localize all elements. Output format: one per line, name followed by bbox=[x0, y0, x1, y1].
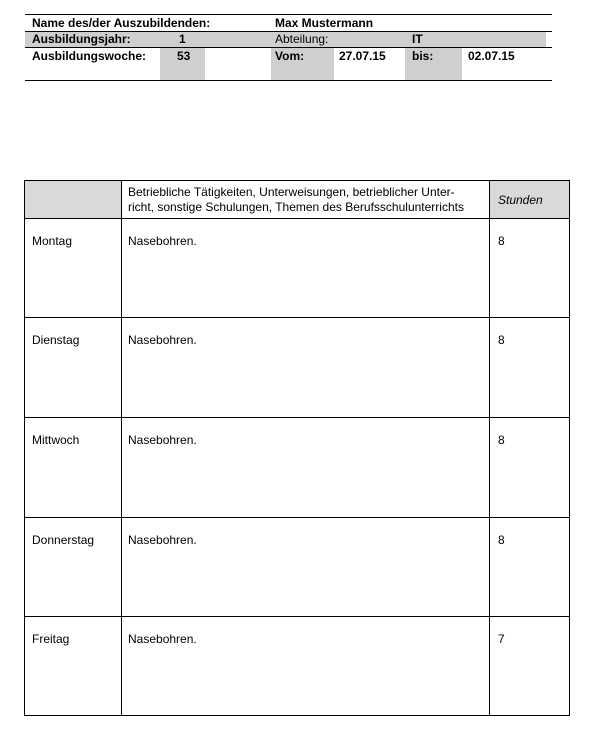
trainee-name-value: Max Mustermann bbox=[275, 16, 374, 30]
activity-text: Nasebohren. bbox=[128, 632, 197, 646]
department-label: Abteilung: bbox=[275, 32, 329, 46]
hours-value: 8 bbox=[498, 433, 505, 447]
training-year-label: Ausbildungsjahr: bbox=[32, 32, 131, 46]
hours-value: 7 bbox=[498, 632, 505, 646]
row-divider-header bbox=[25, 218, 569, 219]
activity-text: Nasebohren. bbox=[128, 234, 197, 248]
from-date-value: 27.07.15 bbox=[339, 49, 386, 63]
department-value: IT bbox=[412, 32, 423, 46]
to-date-label: bis: bbox=[412, 49, 434, 63]
col-divider-2 bbox=[489, 181, 490, 715]
row-divider-4 bbox=[25, 616, 569, 617]
header-bottom-line bbox=[25, 80, 552, 81]
row-divider-1 bbox=[25, 317, 569, 318]
row-divider-2 bbox=[25, 417, 569, 418]
activity-text: Nasebohren. bbox=[128, 433, 197, 447]
weekly-report-table bbox=[24, 180, 570, 716]
trainee-name-label: Name des/der Auszubildenden: bbox=[32, 16, 211, 30]
training-week-value: 53 bbox=[177, 49, 191, 63]
header-top-line bbox=[25, 14, 552, 15]
activity-text: Nasebohren. bbox=[128, 533, 197, 547]
training-week-label: Ausbildungswoche: bbox=[32, 49, 146, 63]
header-day-shade bbox=[25, 181, 121, 218]
training-year-value: 1 bbox=[179, 32, 186, 46]
activity-text: Nasebohren. bbox=[128, 333, 197, 347]
day-label: Dienstag bbox=[32, 333, 80, 347]
row-divider-3 bbox=[25, 517, 569, 518]
hours-value: 8 bbox=[498, 234, 505, 248]
hours-header: Stunden bbox=[498, 193, 543, 207]
activities-header-line-2: richt, sonstige Schulungen, Themen des Berufsschulunterrichts bbox=[128, 200, 464, 214]
day-label: Donnerstag bbox=[32, 533, 95, 547]
header-line-3 bbox=[25, 47, 552, 48]
day-label: Mittwoch bbox=[32, 433, 80, 447]
hours-value: 8 bbox=[498, 333, 505, 347]
day-label: Montag bbox=[32, 234, 73, 248]
day-label: Freitag bbox=[32, 632, 70, 646]
hours-value: 8 bbox=[498, 533, 505, 547]
activities-header-line-1: Betriebliche Tätigkeiten, Unterweisungen, betrieblicher Unter- bbox=[128, 185, 455, 199]
to-date-value: 02.07.15 bbox=[468, 49, 515, 63]
col-divider-1 bbox=[121, 181, 122, 715]
from-date-label: Vom: bbox=[275, 49, 305, 63]
